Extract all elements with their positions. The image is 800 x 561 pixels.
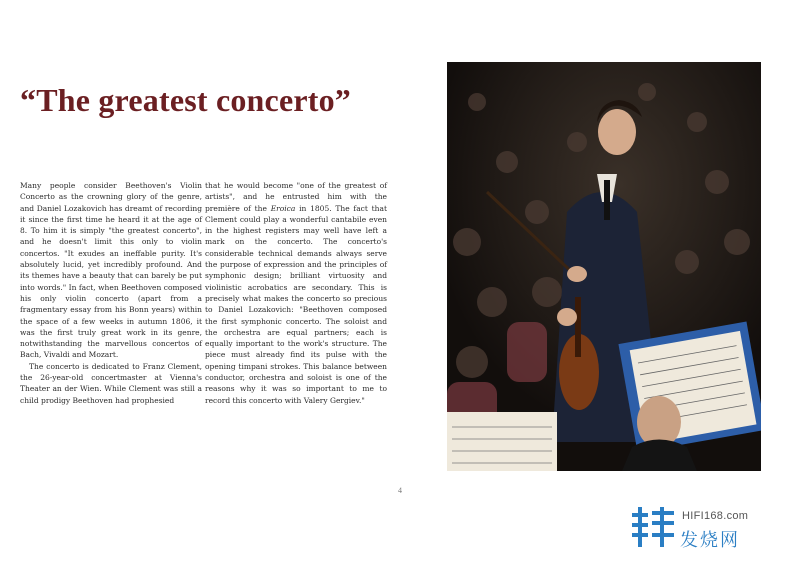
paragraph-3	[205, 180, 387, 406]
text-column-left	[20, 180, 202, 406]
violinist-photo	[447, 62, 761, 471]
eroica-title: Eroica	[270, 203, 296, 213]
page-title: “The greatest concerto”	[20, 82, 352, 118]
paragraph-2: The concerto is dedicated to Franz Clement, the 26-year-old concertmaster at Vienna's Theater an der Wien. While Clement was still a child prodigy Beethoven had prophesied	[20, 361, 202, 405]
paragraph-1: Many people consider Beethoven's Violin Concerto as the crowning glory of the genre, and Daniel Lozakovich has dreamt of recording it since the first time he heard it at the age of 8. To him it is simply "the greatest concerto", and he doesn't limit this only to violin concertos. "It exudes an ineffable purity. It's absolutely lucid, yet incredibly profound. And its themes have a beauty that can barely be put into words." In fact, when Beethoven composed his only violin concerto (apart from a fragmentary essay from his Bonn years) within the space of a few weeks in autumn 1806, it was the first truly great work in its genre, notwithstanding the marvellous concertos of Bach, Vivaldi and Mozart.	[20, 181, 202, 360]
paragraph-3-part-2: in 1805. The fact that Clement could play a wonderful cantabile even in the highest registers may well have left a mark on the concerto. The concerto's considerable technical demands always serve the purpose of expression and the principles of symphonic design; brilliant virtuosity and violinistic acrobatics are secondary. This is precisely what makes the concerto so precious to Daniel Lozakovich: "Beethoven composed the first symphonic concerto. The soloist and the orchestra are equal partners; each is equally important to the work's structure. The piece must already find its pulse with the opening timpani strokes. This balance between conductor, orchestra and soloist is one of the reasons why it was so important to me to record this concerto with Valery Gergiev."	[205, 203, 387, 405]
watermark-logo-icon	[630, 507, 678, 553]
watermark-brand: 发烧网	[680, 530, 740, 551]
watermark-domain: HIFI168.com	[682, 510, 749, 522]
text-column-right	[205, 180, 387, 406]
paragraph-3-part-1: that he would become "one of the greatest of artists", and he entrusted him with the première of the	[205, 181, 387, 213]
page-number: 4	[398, 486, 402, 495]
